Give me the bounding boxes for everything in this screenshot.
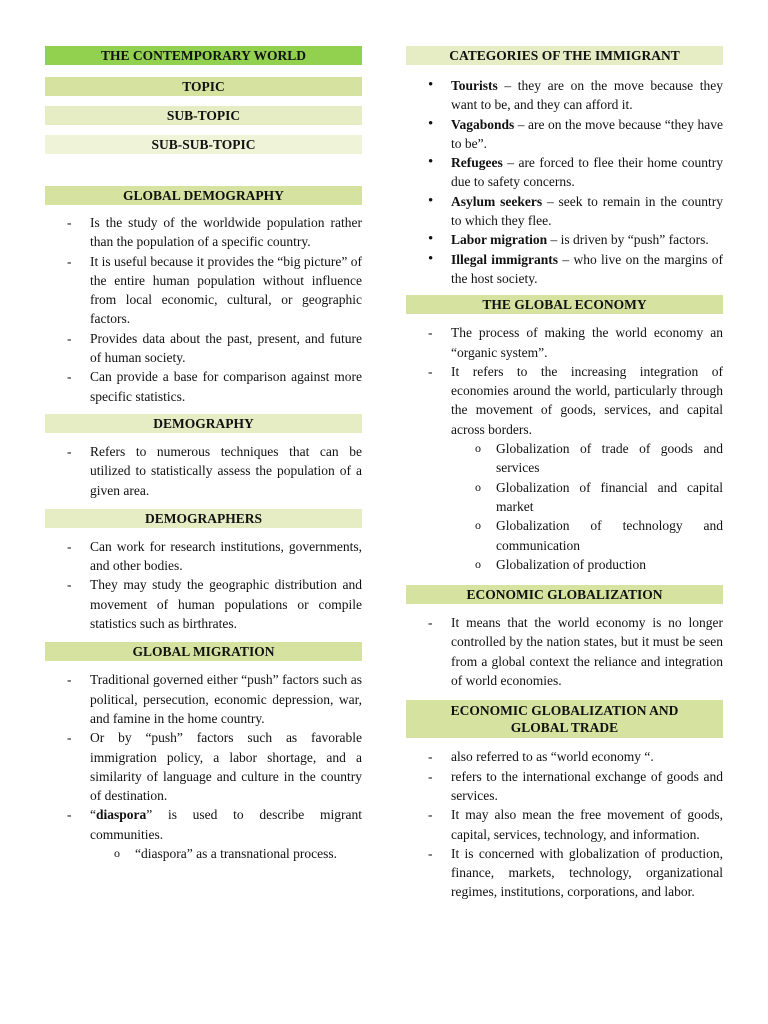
sub-list-item: o Globalization of trade of goods and services <box>406 439 723 478</box>
sub-list-item: o “diaspora” as a transnational process. <box>45 844 362 863</box>
demography-list <box>45 442 362 500</box>
list-item: - It is useful because it provides the “big picture” of the entire human population without influence from local economic, cultural, or geographic factors. <box>45 252 362 329</box>
list-item: - It means that the world economy is no longer controlled by the nation states, but it must be seen from a global context the reliance and integration of world economies. <box>406 613 723 690</box>
definition: – is driven by “push” factors. <box>547 232 709 248</box>
heading-global-demography: GLOBAL DEMOGRAPHY <box>45 186 362 205</box>
sub-list-item: o Globalization of financial and capital market <box>406 478 723 517</box>
list-item <box>406 115 723 154</box>
quote-open: “ <box>90 807 96 823</box>
definition: – who live on the margins of the host society. <box>451 251 723 286</box>
term: Asylum seekers <box>451 193 543 209</box>
categories-list <box>406 76 723 288</box>
global-migration-list <box>45 670 362 844</box>
economic-globalization-list <box>406 613 723 690</box>
definition: – they are on the move because they want to be, and they can afford it. <box>451 78 723 113</box>
term: Vagabonds <box>451 116 515 132</box>
term: Illegal immigrants <box>451 251 559 267</box>
legend-sub-sub-topic: SUB-SUB-TOPIC <box>45 135 362 154</box>
list-item: - Provides data about the past, present, and future of human society. <box>45 329 362 368</box>
list-item <box>406 192 723 231</box>
legend-topic: TOPIC <box>45 77 362 96</box>
definition: – are on the move because “they have to be”. <box>451 116 723 151</box>
list-item <box>406 230 723 249</box>
global-migration-sublist <box>45 844 362 863</box>
list-item <box>406 76 723 115</box>
list-item: - Can provide a base for comparison against more specific statistics. <box>45 367 362 406</box>
list-item: - Traditional governed either “push” factors such as political, persecution, economic depression, war, and famine in the home country. <box>45 670 362 728</box>
diaspora-text: ” is used to describe migrant communities. <box>90 807 362 842</box>
list-item: - It refers to the increasing integration of economies around the world, particularly through the movement of goods, services, and capital across borders. <box>406 362 723 439</box>
list-item: - also referred to as “world economy “. <box>406 747 723 766</box>
heading-global-migration: GLOBAL MIGRATION <box>45 642 362 661</box>
list-item: - Is the study of the worldwide population rather than the population of a specific country. <box>45 213 362 252</box>
right-column <box>406 46 723 902</box>
definition: – seek to remain in the country to which they flee. <box>451 193 723 229</box>
list-item: - It may also mean the free movement of goods, capital, services, technology, and information. <box>406 805 723 844</box>
list-item <box>406 153 723 192</box>
term: Labor migration <box>451 232 548 248</box>
legend-sub-topic: SUB-TOPIC <box>45 106 362 125</box>
document-title: THE CONTEMPORARY WORLD <box>45 46 362 65</box>
global-demography-list <box>45 213 362 406</box>
heading-demography: DEMOGRAPHY <box>45 414 362 433</box>
list-item: - Or by “push” factors such as favorable immigration policy, a labor shortage, and a similarity of language and culture in the country of destination. <box>45 728 362 805</box>
heading-global-economy: THE GLOBAL ECONOMY <box>406 295 723 314</box>
sub-list-item: o Globalization of production <box>406 555 723 574</box>
global-economy-sublist <box>406 439 723 574</box>
definition: – are forced to flee their home country due to safety concerns. <box>451 155 723 190</box>
diaspora-term: diaspora <box>96 807 147 823</box>
term: Tourists <box>451 78 498 93</box>
list-item: - Can work for research institutions, governments, and other bodies. <box>45 537 362 576</box>
heading-economic-globalization-trade: ECONOMIC GLOBALIZATION AND GLOBAL TRADE <box>406 700 723 738</box>
list-item: - Refers to numerous techniques that can be utilized to statistically assess the population of a given area. <box>45 442 362 500</box>
heading-economic-globalization: ECONOMIC GLOBALIZATION <box>406 585 723 604</box>
global-economy-list <box>406 323 723 439</box>
demographers-list <box>45 537 362 633</box>
list-item <box>45 805 362 844</box>
heading-categories-of-immigrant: CATEGORIES OF THE IMMIGRANT <box>406 46 723 65</box>
list-item: - They may study the geographic distribution and movement of human populations or compile statistics such as birthrates. <box>45 575 362 633</box>
list-item: - The process of making the world economy an “organic system”. <box>406 323 723 362</box>
list-item <box>406 250 723 289</box>
sub-list-item: o Globalization of technology and communication <box>406 516 723 555</box>
heading-demographers: DEMOGRAPHERS <box>45 509 362 528</box>
left-column <box>45 46 362 863</box>
list-item: - It is concerned with globalization of production, finance, markets, technology, organizational regimes, institutions, corporations, and labor. <box>406 844 723 902</box>
list-item: - refers to the international exchange of goods and services. <box>406 767 723 806</box>
economic-globalization-trade-list <box>406 747 723 901</box>
term: Refugees <box>451 155 503 171</box>
